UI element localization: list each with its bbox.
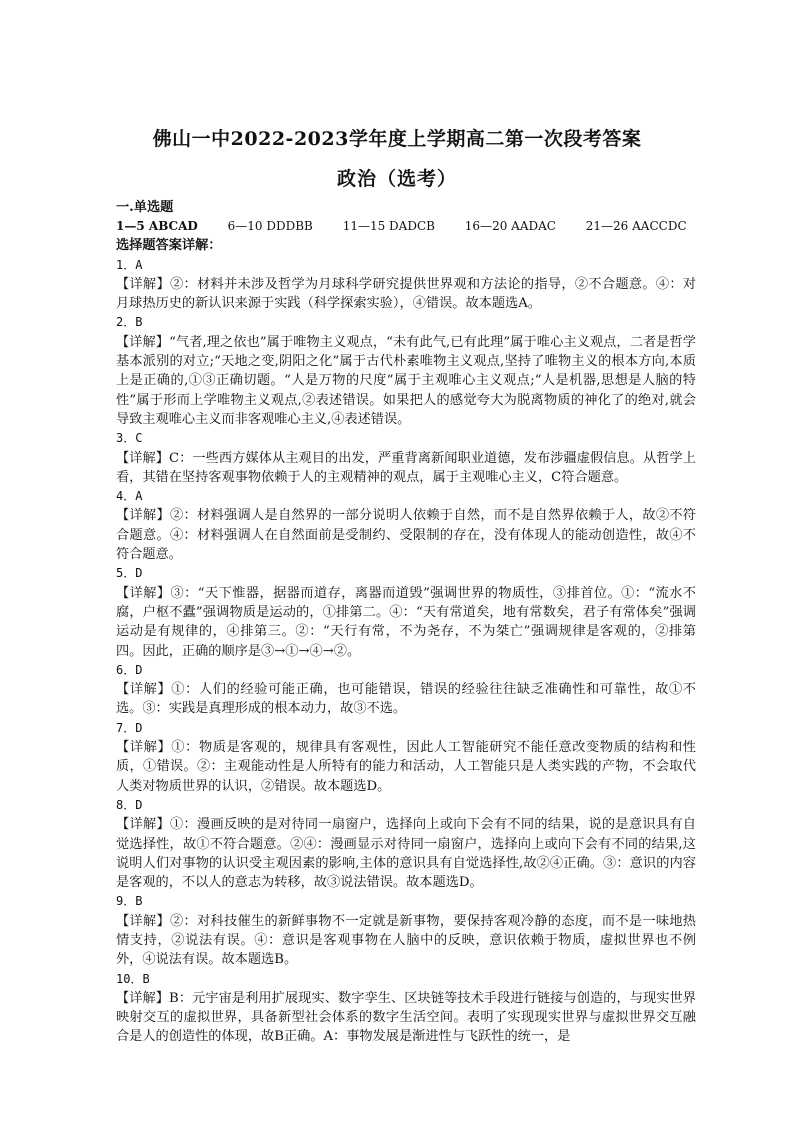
document-subtitle: 政治（选考） (336, 168, 457, 190)
answer-explanation: 【详解】①：物质是客观的，规律具有客观性，因此人工智能研究不能任意改变物质的结构和性质，①错误。②：主观能动性是人所特有的能力和活动，人工智能只是人类实践的产物，不会取代人类对物质世界的认识，②错误。故本题选D。 (116, 740, 696, 794)
document-title: 佛山一中2022-2023学年度上学期高二第一次段考答案 (152, 128, 642, 150)
answer-item (116, 487, 696, 564)
answer-number: 2．B (116, 315, 143, 330)
document-body (116, 198, 696, 1047)
answer-explanation: 【详解】B：元宇宙是利用扩展现实、数字孪生、区块链等技术手段进行链接与创造的，与现实世界映射交互的虚拟世界，具备新型社会体系的数字生活空间。表明了实现现实世界与虚拟世界交互融合是人的创造性的体现，故B正确。A：事物发展是渐进性与飞跃性的统一，是 (116, 990, 696, 1045)
answer-number: 3．C (116, 431, 143, 446)
answer-explanation: 【详解】“气者,理之依也”属于唯物主义观点，“未有此气,已有此理”属于唯心主义观点，二者是哲学基本派别的对立;“天地之变,阴阳之化”属于古代朴素唯物主义观点,坚持了唯物主义的根本方向,本质上是正确的,①③正确切题。“人是万物的尺度”属于主观唯心主义观点;“人是机器,思想是人脑的特性”属于形而上学唯物主义观点,②表述错误。如果把人的感觉夸大为脱离物质的神化了的绝对,就会导致主观唯心主义而非客观唯心主义,④表述错误。 (116, 334, 696, 427)
answer-key-group: 11—15 DADCB (342, 219, 435, 234)
section-heading: 一.单选题 (116, 200, 174, 215)
answer-key-group: 21—26 AACCDC (585, 219, 687, 234)
answer-item (116, 256, 696, 314)
answer-explanation: 【详解】②：对科技催生的新鲜事物不一定就是新事物，要保持客观冷静的态度，而不是一味地热情支持，②说法有误。④：意识是客观事物在人脑中的反映，意识依赖于物质，虚拟世界也不例外，④说法有误。故本题选B。 (116, 913, 696, 968)
answer-explanation: 【详解】②：材料并未涉及哲学为月球科学研究提供世界观和方法论的指导，②不合题意。④：对月球热历史的新认识来源于实践（科学探索实验），④错误。故本题选A。 (116, 276, 696, 312)
answer-explanation: 【详解】C：一些西方媒体从主观目的出发，严重背离新闻职业道德，发布涉疆虚假信息。从哲学上看，其错在坚持客观事物依赖于人的主观精神的观点，属于主观唯心主义，C符合题意。 (116, 450, 696, 485)
answer-item (116, 313, 696, 429)
answer-explanation: 【详解】①：漫画反映的是对待同一扇窗户，选择向上或向下会有不同的结果，说的是意识具有自觉选择性，故①不符合题意。②④：漫画显示对待同一扇窗户，选择向上或向下会有不同的结果,这说明人们对事物的认识受主观因素的影响,主体的意识具有自觉选择性,故②④正确。③：意识的内容是客观的，不以人的意志为转移，故③说法错误。故本题选D。 (116, 817, 696, 891)
answer-key-group: 16—20 AADAC (464, 219, 556, 234)
answer-item (116, 429, 696, 487)
details-heading: 选择题答案详解： (116, 238, 222, 254)
answer-key-row (116, 217, 696, 236)
answer-item (116, 796, 696, 892)
answer-number: 6．D (116, 662, 143, 677)
answer-item (116, 970, 696, 1047)
answer-key-group: 6—10 DDDBB (227, 219, 313, 234)
answer-item (116, 719, 696, 796)
answer-explanation: 【详解】③：“天下惟器，据器而道存，离器而道毁”强调世界的物质性，③排首位。①：“流水不腐，户枢不蠹”强调物质是运动的，①排第二。④：“天有常道矣，地有常数矣，君子有常体矣”强调运动是有规律的，④排第三。②：“天行有常，不为尧存，不为桀亡”强调规律是客观的，②排第四。因此，正确的顺序是③→①→④→②。 (116, 585, 696, 659)
answer-item (116, 661, 696, 719)
answer-item (116, 564, 696, 660)
answer-number: 4．A (116, 489, 143, 504)
answer-number: 9．B (116, 894, 143, 909)
answer-number: 5．D (116, 566, 143, 581)
answer-number: 1．A (116, 257, 143, 272)
answer-explanation: 【详解】②：材料强调人是自然界的一部分说明人依赖于自然，而不是自然界依赖于人，故②不符合题意。④：材料强调人在自然面前是受制约、受限制的存在，没有体现人的能动创造性，故④不符合题意。 (116, 508, 696, 563)
answer-explanation: 【详解】①：人们的经验可能正确，也可能错误，错误的经验往往缺乏准确性和可靠性，故①不选。③：实践是真理形成的根本动力，故③不选。 (116, 682, 696, 717)
answer-item (116, 892, 696, 969)
answer-number: 8．D (116, 797, 143, 812)
answer-number: 7．D (116, 720, 143, 735)
answer-key-group: 1—5 ABCAD (116, 219, 198, 234)
answer-number: 10．B (116, 971, 150, 986)
